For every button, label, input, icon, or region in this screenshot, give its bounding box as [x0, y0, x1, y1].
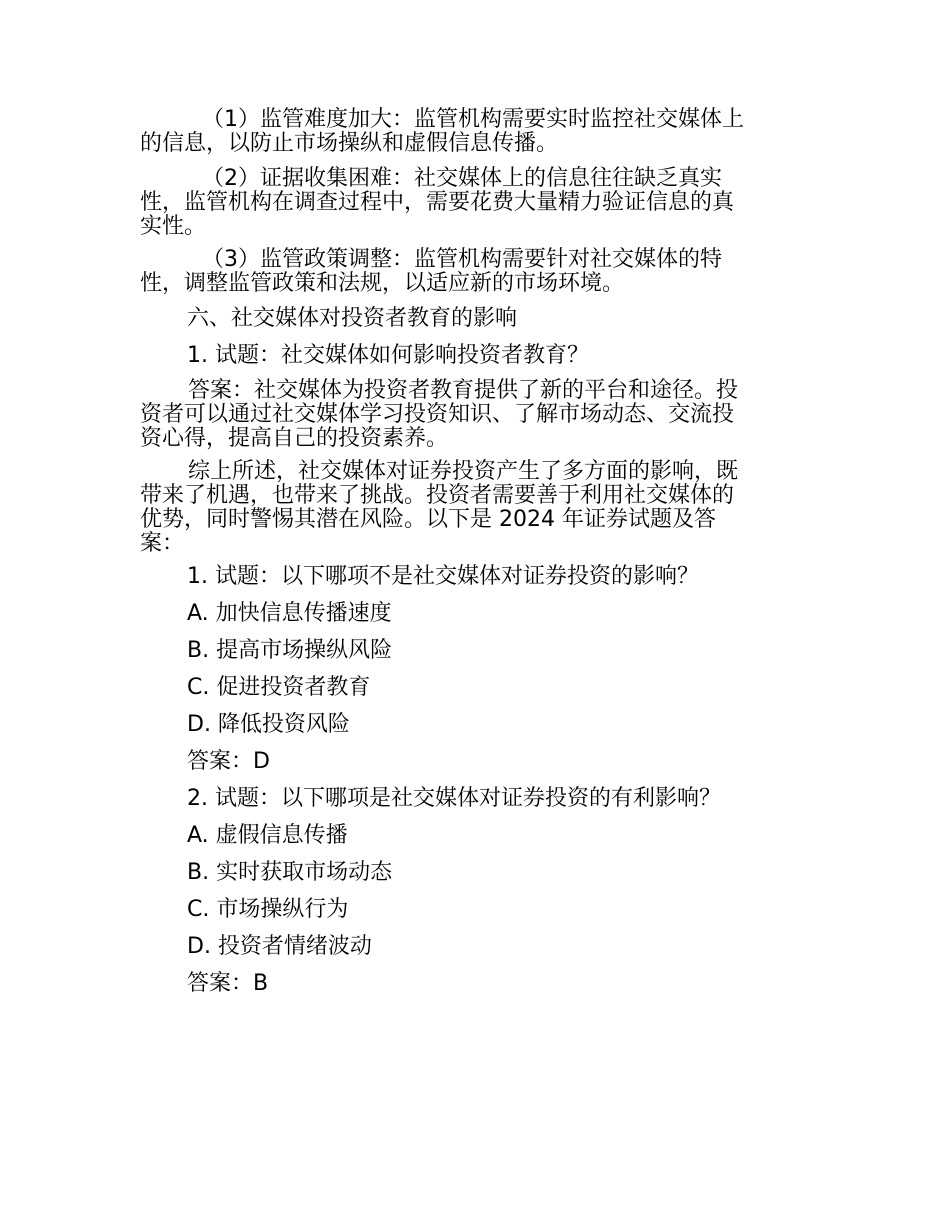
section-heading-investor-education: 六、社交媒体对投资者教育的影响: [187, 306, 518, 331]
paragraph-summary: [140, 460, 820, 556]
text-line: 资者可以通过社交媒体学习投资知识、了解市场动态、交流投: [140, 402, 735, 427]
question-1-answer: 答案：D: [187, 749, 270, 774]
question-1-option-b: B. 提高市场操纵风险: [187, 638, 393, 663]
question-2: 2. 试题：以下哪项是社交媒体对证券投资的有利影响？: [187, 786, 721, 811]
text-line: 资心得，提高自己的投资素养。: [140, 426, 449, 451]
question-investor-education: 1. 试题：社交媒体如何影响投资者教育？: [187, 343, 589, 368]
question-2-option-a: A. 虚假信息传播: [187, 823, 348, 848]
question-2-option-d: D. 投资者情绪波动: [187, 934, 372, 959]
text-line: 综上所述，社交媒体对证券投资产生了多方面的影响，既: [188, 459, 739, 484]
paragraph-policy-adjustment: [140, 248, 820, 296]
question-2-option-b: B. 实时获取市场动态: [187, 860, 393, 885]
answer-investor-education: [140, 379, 820, 451]
question-1-option-c: C. 促进投资者教育: [187, 675, 371, 700]
text-line: 带来了机遇，也带来了挑战。投资者需要善于利用社交媒体的: [140, 483, 735, 508]
text-line: 性，监管机构在调查过程中，需要花费大量精力验证信息的真: [140, 190, 735, 215]
text-line: （3）监管政策调整：监管机构需要针对社交媒体的特: [202, 247, 722, 272]
text-line: （1）监管难度加大：监管机构需要实时监控社交媒体上: [202, 107, 744, 132]
question-1-option-a: A. 加快信息传播速度: [187, 601, 392, 626]
paragraph-regulation-difficulty: [140, 108, 820, 156]
paragraph-evidence-collection: [140, 167, 820, 239]
text-line: 的信息，以防止市场操纵和虚假信息传播。: [140, 131, 559, 156]
text-line: 答案：社交媒体为投资者教育提供了新的平台和途径。投: [188, 378, 739, 403]
text-line: 实性。: [140, 214, 207, 239]
question-1-option-d: D. 降低投资风险: [187, 712, 350, 737]
text-line: 案：: [140, 531, 185, 556]
text-line: （2）证据收集困难：社交媒体上的信息往往缺乏真实: [202, 166, 722, 191]
text-line: 性，调整监管政策和法规，以适应新的市场环境。: [140, 271, 625, 296]
question-1: 1. 试题：以下哪项不是社交媒体对证券投资的影响？: [187, 564, 699, 589]
text-line: 优势，同时警惕其潜在风险。以下是 2024 年证券试题及答: [140, 507, 716, 532]
question-2-answer: 答案：B: [187, 971, 269, 996]
question-2-option-c: C. 市场操纵行为: [187, 897, 349, 922]
